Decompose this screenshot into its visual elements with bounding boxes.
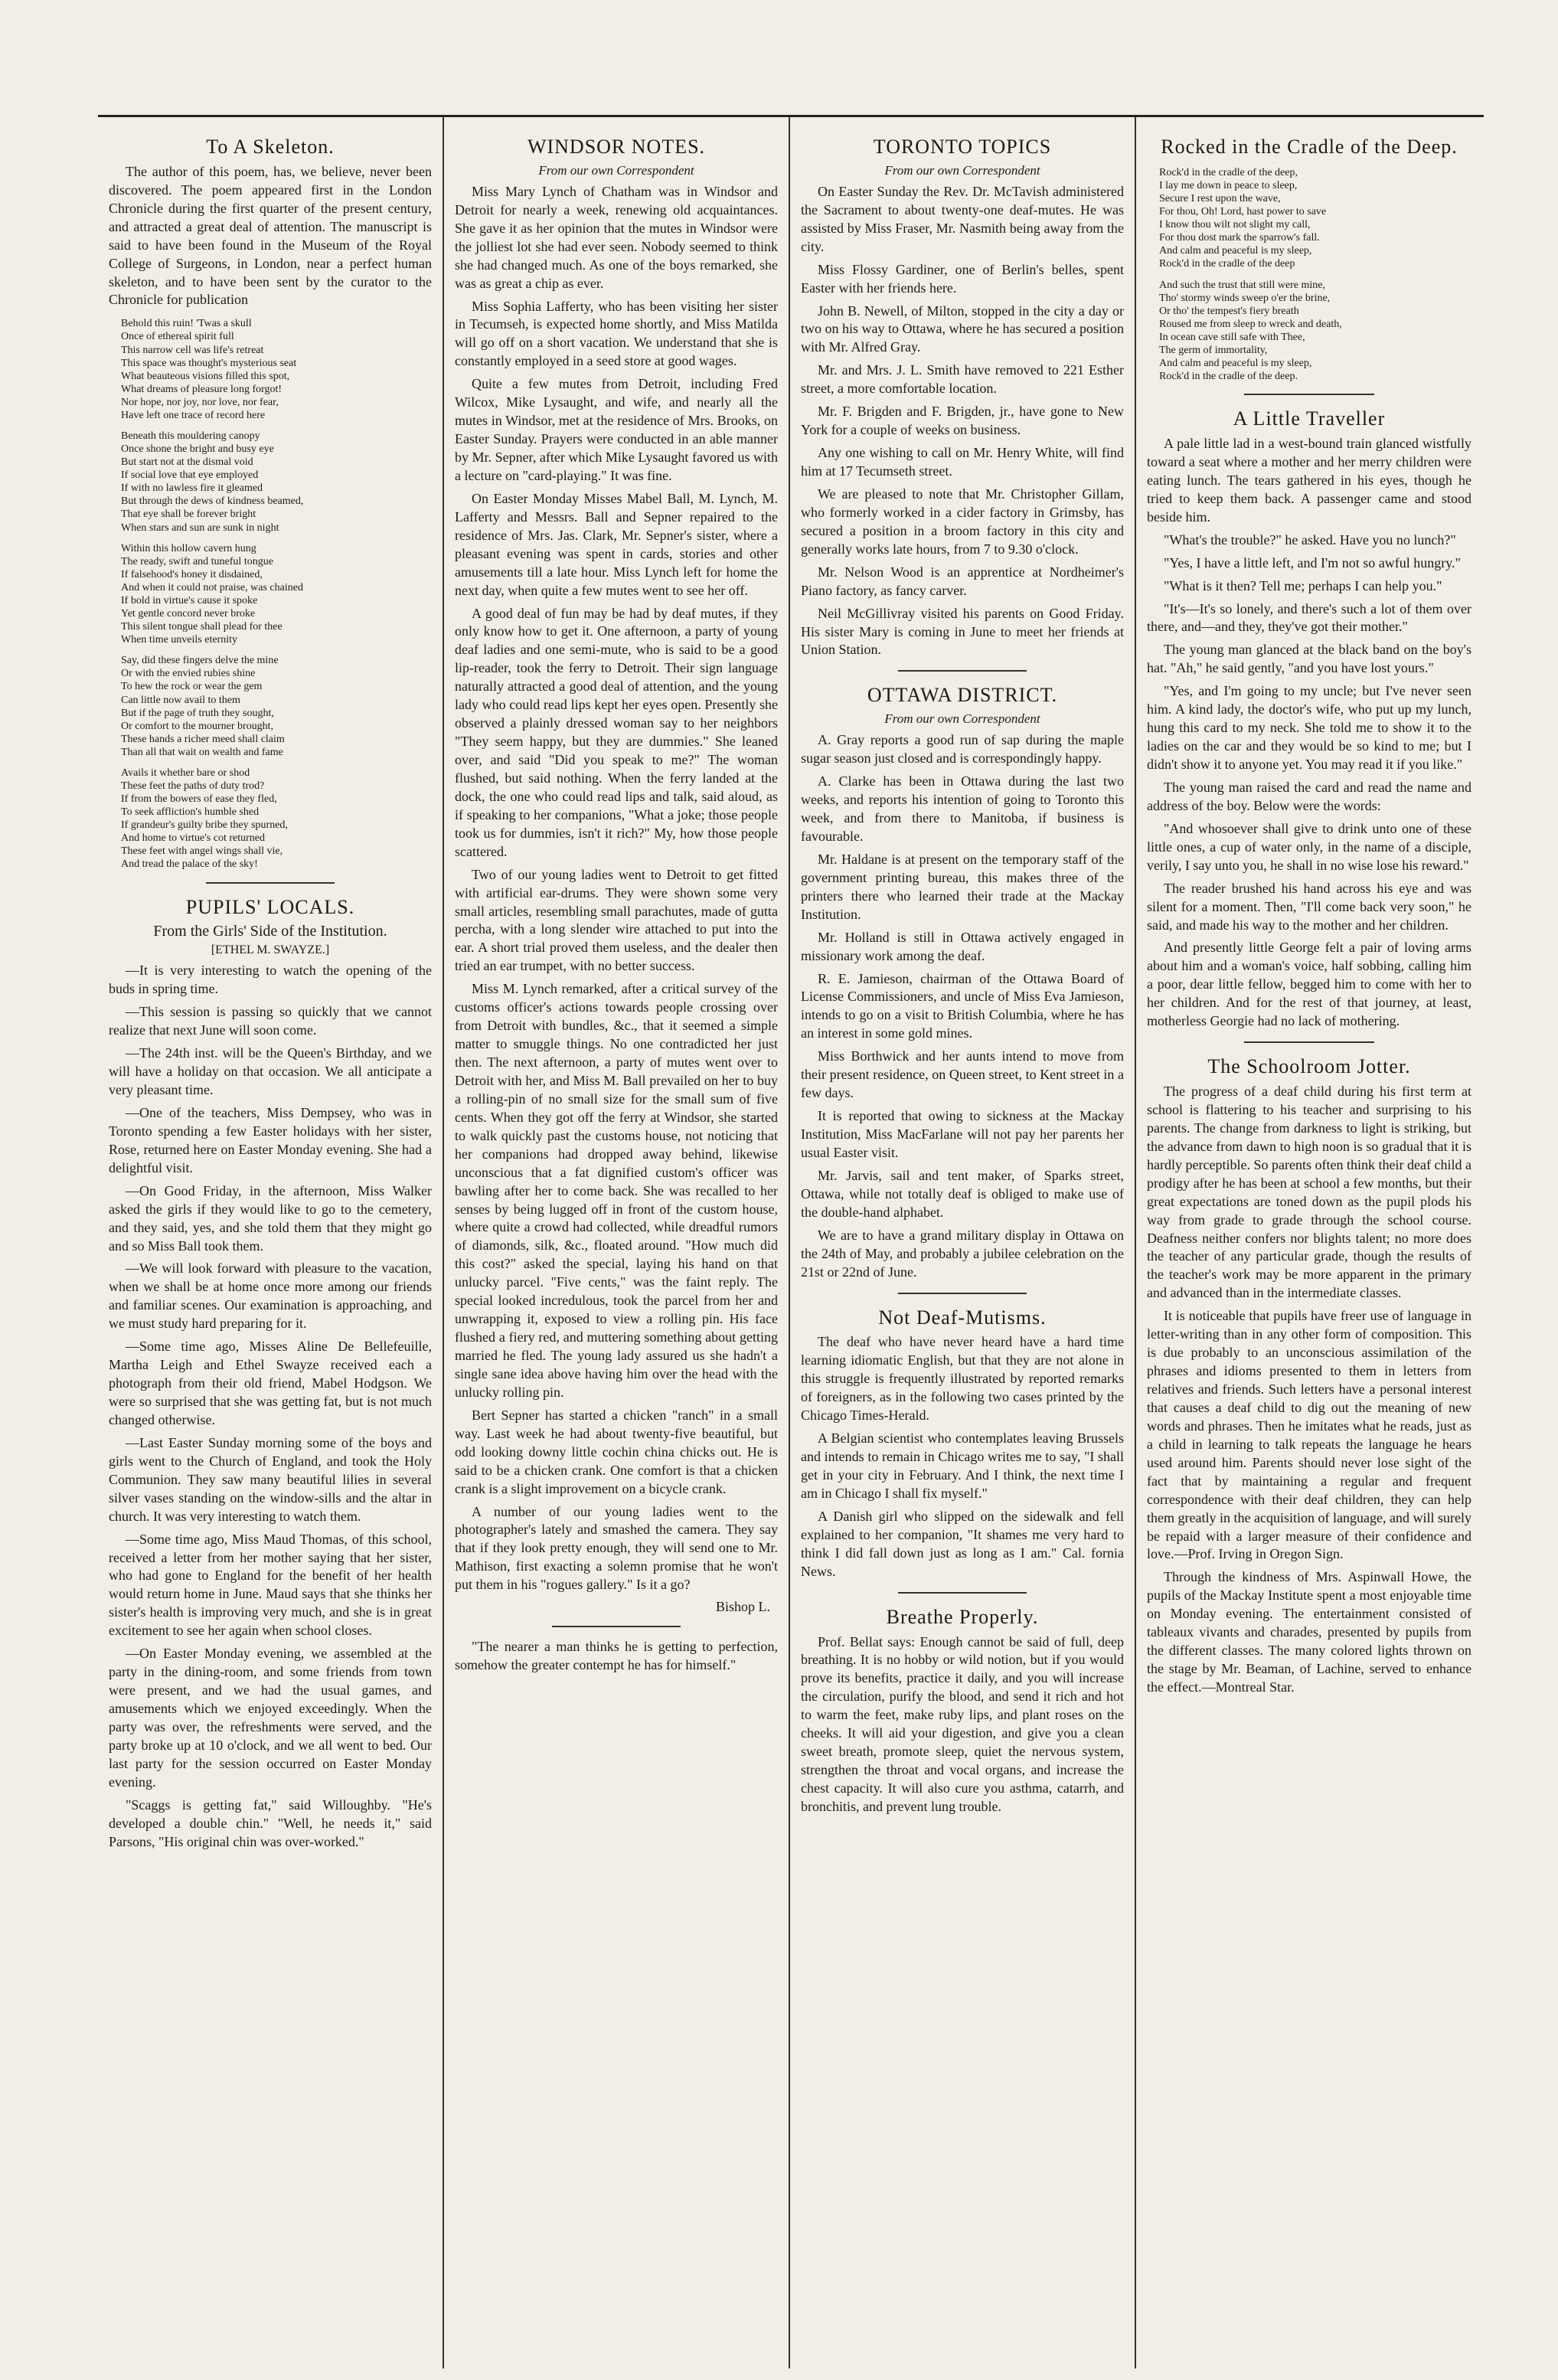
paragraph: R. E. Jamieson, chairman of the Ottawa Board of License Commissioners, and uncle of Miss Eva Jamieson, intends to go on a visit to British Columbia, where he has an interest in some gold mines. — [801, 970, 1124, 1041]
divider — [206, 882, 335, 884]
paragraph: "Scaggs is getting fat," said Willoughby. "He's developed a double chin." "Well, he needs it," said Parsons, "His original chin was over-worked." — [109, 1796, 432, 1849]
poem-line: Yet gentle concord never broke — [121, 608, 256, 620]
poem-line: Secure I rest upon the wave, — [1159, 193, 1281, 205]
poem-line: To hew the rock or wear the gem — [121, 681, 263, 693]
divider — [898, 1592, 1027, 1594]
paragraph: And presently little George felt a pair of loving arms about him and a woman's voice, half sobbing, calling him a poor, dear little fellow, begged him to come with her to her children. And for the rest of that journey, at least, motherless Georgie had no lack of mothering. — [1147, 940, 1471, 1029]
paragraph: It is reported that owing to sickness at the Mackay Institution, Miss MacFarlane will not pay her parents her usual Easter visit. — [801, 1108, 1124, 1160]
breathe-body — [801, 1633, 1124, 1816]
poem-line: What dreams of pleasure long forgot! — [121, 383, 283, 395]
toronto-body — [801, 183, 1124, 660]
paragraph: —Last Easter Sunday morning some of the boys and girls went to the Church of England, and took the Holy Communion. They saw many beautiful lilies in several silver vases standing on the window-sills and the altar in church. It was very interesting to watch them. — [109, 1434, 432, 1524]
windsor-body — [455, 183, 778, 1594]
stanza — [116, 430, 432, 535]
paragraph: "And whosoever shall give to drink unto one of these little ones, a cup of water only, in the name of a disciple, verily, I say unto you, he shall in no wise lose his reward." — [1147, 820, 1471, 873]
paragraph: Mr. and Mrs. J. L. Smith have removed to 221 Esther street, a more comfortable location. — [801, 362, 1124, 397]
divider — [898, 670, 1027, 672]
rocked-title: Rocked in the Cradle of the Deep. — [1161, 136, 1458, 158]
paragraph: On Easter Sunday the Rev. Dr. McTavish administered the Sacrament to about twenty-one deaf-mutes. He was assisted by Miss Fraser, Mr. Nasmith being away from the city. — [801, 183, 1124, 254]
divider — [898, 1293, 1027, 1294]
divider — [1244, 1041, 1374, 1043]
paragraph: Miss M. Lynch remarked, after a critical survey of the customs officer's actions towards people crossing over from Detroit with bundles, &c., that it seemed a simple matter to smuggle things. No one contradicted her just then. The next afternoon, a party of mutes went over to Detroit with her, and Miss M. Ball prevailed on her to buy a rolling-pin of no small size for the small sum of five cents. When they got off the ferry at Windsor, she started to walk quickly past the customs house, not noticing that her companions had dropped away behind, likewise unconscious that a fat dignified custom's officer was bawling after her to come back. She was recalled to her senses by being lugged off in front of the custom house, where quite a crowd had collected, while dreadful rumors of diamonds, silk, &c., floated around. "How much did this cost?" asked the special, laying his hand on that unlucky parcel. "Five cents," was the faint reply. The special looked incredulous, took the parcel from her and unwrapping it, exposed to view a rolling pin. His face flushed a fiery red, and muttering something about getting married he fled. The young lady assured us she hadn't a single sane idea above having him over the head with the unlucky rolling pin. — [455, 981, 778, 1400]
paragraph: Mr. Holland is still in Ottawa actively engaged in missionary work among the deaf. — [801, 929, 1124, 963]
poem-line: Once of ethereal spirit full — [121, 331, 234, 343]
poem-line: Or comfort to the mourner brought, — [121, 720, 274, 732]
pupils-subtitle: From the Girls' Side of the Institution. — [153, 923, 387, 940]
poem-line: These hands a richer meed shall claim — [121, 733, 285, 745]
paragraph: It is noticeable that pupils have freer use of language in letter-writing than in any other form of composition. This is due probably to an unconscious assimilation of the phrases and idioms presented to them in letters from relatives and friends. Such letters have a personal interest that causes a deaf child to dig out the meaning of new words and phrases. Then he imitates what he reads, just as a child in learning to talk repeats the language he hears used around him. Parents should never lose sight of the fact that by maintaining a regular and frequent correspondence with their deaf children, they can help them greatly in the acquisition of language, and will surely be repaid with a larger measure of their confidence and love.—Prof. Irving in Oregon Sign. — [1147, 1308, 1471, 1562]
paragraph: Mr. Jarvis, sail and tent maker, of Sparks street, Ottawa, while not totally deaf is obliged to make use of the double-hand alphabet. — [801, 1167, 1124, 1220]
paragraph: —Some time ago, Miss Maud Thomas, of this school, received a letter from her mother saying that her sister, who had gone to England for the benefit of her health would return home in June. Maud says that she thinks her sister's health is improving very much, and she is in great excitement to see her again when school closes. — [109, 1531, 432, 1639]
paragraph: The young man raised the card and read the name and address of the boy. Below were the words: — [1147, 779, 1471, 813]
poem-line: But start not at the dismal void — [121, 456, 253, 469]
paragraph: A. Gray reports a good run of sap during the maple sugar season just closed and is correspondingly happy. — [801, 732, 1124, 767]
poem-line: And calm and peaceful is my sleep, — [1159, 357, 1312, 369]
poem-line: The ready, swift and tuneful tongue — [121, 555, 273, 567]
poem-line: That eye shall be forever bright — [121, 508, 256, 521]
paragraph: Any one wishing to call on Mr. Henry White, will find him at 17 Tecumseth street. — [801, 445, 1124, 479]
poem-line: And tread the palace of the sky! — [121, 858, 258, 871]
paragraph: "What is it then? Tell me; perhaps I can help you." — [1164, 577, 1442, 593]
paragraph: The deaf who have never heard have a hard time learning idiomatic English, but that they are not alone in this struggle is frequently illustrated by reported remarks of foreigners, as in the following two cases printed by the Chicago Times-Herald. — [801, 1334, 1124, 1424]
poem-line: In ocean cave still safe with Thee, — [1159, 331, 1305, 343]
travel-body — [1147, 435, 1471, 1031]
poem-line: And when it could not praise, was chained — [121, 581, 303, 593]
paragraph: A Belgian scientist who contemplates leaving Brussels and intends to remain in Chicago writes me to say, "I shall get in your city in February. And I think, the next time I am in Chicago I shall fix myself." — [801, 1430, 1124, 1501]
paragraph: Two of our young ladies went to Detroit to get fitted with artificial ear-drums. They were shown some very small articles, resembling small parachutes, made of gutta percha, with a long slender wire attached to put into the ear. A short trial proved them useless, and the dealer then tried an ear trumpet, with no better success. — [455, 866, 778, 974]
poem-line: I know thou wilt not slight my call, — [1159, 219, 1311, 231]
poem-line: The germ of immortality, — [1159, 344, 1268, 356]
paragraph: Miss Mary Lynch of Chatham was in Windsor and Detroit for nearly a week, renewing old acquaintances. She gave it as her opinion that the mutes in Windsor were the jolliest lot she had ever seen. Nobody seemed to think she had changed much. As one of the boys remarked, she was as great a chip as ever. — [455, 183, 778, 291]
stanza — [1155, 279, 1471, 384]
windsor-signature: Bishop L. — [715, 1599, 770, 1615]
paragraph: Miss Borthwick and her aunts intend to move from their present residence, on Queen street, to Kent street in a few days. — [801, 1048, 1124, 1101]
poem-line: This narrow cell was life's retreat — [121, 344, 264, 356]
paragraph: —This session is passing so quickly that we cannot realize that next June will soon come. — [109, 1004, 432, 1038]
poem-line: These feet the paths of duty trod? — [121, 780, 265, 792]
poem-line: If social love that eye employed — [121, 469, 259, 482]
toronto-byline: From our own Correspondent — [884, 162, 1040, 178]
poem-line: For thou dost mark the sparrow's fall. — [1159, 232, 1320, 244]
poem-line: Have left one trace of record here — [121, 409, 266, 421]
paragraph: "What's the trouble?" he asked. Have you no lunch?" — [1164, 531, 1456, 548]
poem-line: Beneath this mouldering canopy — [121, 430, 260, 443]
paragraph: "It's—It's so lonely, and there's such a lot of them over there, and—and they, they've got their mother." — [1147, 600, 1471, 635]
divider — [1244, 394, 1374, 395]
paragraph: The young man glanced at the black band on the boy's hat. "Ah," he said gently, "and you have lost yours." — [1147, 642, 1471, 676]
paragraph: —It is very interesting to watch the opening of the buds in spring time. — [109, 963, 432, 997]
poem-line: Rock'd in the cradle of the deep, — [1159, 166, 1298, 178]
paragraph: Bert Sepner has started a chicken "ranch" in a small way. Last week he had about twenty-five beautiful, but odd looking downy little cochin china chicks out. He is said to be a chicken crank. One comfort is that a chicken crank is a slight improvement on a bicycle crank. — [455, 1407, 778, 1496]
paragraph: Neil McGillivray visited his parents on Good Friday. His sister Mary is coming in June to meet her friends at Union Station. — [801, 605, 1124, 658]
divider — [552, 1626, 681, 1627]
poem-line: Within this hollow cavern hung — [121, 542, 256, 554]
paragraph: Through the kindness of Mrs. Aspinwall Howe, the pupils of the Mackay Institute spent a most enjoyable time on Monday evening. The entertainment consisted of tableaux vivants and charades, presented by pupils from the different classes. The many colored lights thrown on the stage by Mr. Beaman, of Lachine, served to enhance the effect.—Montreal Star. — [1147, 1569, 1471, 1695]
poem-line: This space was thought's mysterious seat — [121, 357, 297, 369]
paragraph: A good deal of fun may be had by deaf mutes, if they only know how to get it. One afternoon, a party of young deaf ladies and one semi-mute, who is said to be a good lip-reader, took the ferry to Detroit. Their sign language naturally attracted a good deal of attention, and the young lady who could read lips kept her eyes open. Presently she observed a plainly dressed woman say to her neighbors "They seem happy, but they are dummies." She leaned over, and said "Did you speak to me?" The woman flushed, but said nothing. When the ferry landed at the dock, the one who could read lips and talk, said aloud, as if speaking to her companions, "What a joke; those people took us for dummies, isn't it rich?" My, how those people scattered. — [455, 605, 778, 859]
newspaper-page — [98, 115, 1484, 2369]
paragraph: We are pleased to note that Mr. Christopher Gillam, who formerly worked in a cider factory in Grimsby, has secured a position in a broom factory in this city and generally works late hours, from 7 to 9.30 o'clock. — [801, 485, 1124, 557]
poem-line: And home to virtue's cot returned — [121, 832, 265, 845]
poem-line: What beauteous visions filled this spot, — [121, 370, 290, 382]
poem-line: I lay me down in peace to sleep, — [1159, 179, 1298, 191]
poem-line: For thou, Oh! Lord, hast power to save — [1159, 206, 1327, 218]
stanza — [116, 654, 432, 759]
windsor-title: WINDSOR NOTES. — [527, 136, 706, 158]
pupils-author: [ETHEL M. SWAYZE.] — [211, 943, 330, 957]
ottawa-byline: From our own Correspondent — [884, 711, 1040, 727]
poem-line: Say, did these fingers delve the mine — [121, 655, 279, 667]
paragraph: A Danish girl who slipped on the sidewalk and fell explained to her companion, "It shames me very hard to think I did fall down just as long as I am." Cal. fornia News. — [801, 1508, 1124, 1579]
paragraph: —On Good Friday, in the afternoon, Miss Walker asked the girls if they would like to go to the cemetery, and they said, yes, and she told them that they might go and so Miss Ball took them. — [109, 1182, 432, 1254]
closing-quote: "The nearer a man thinks he is getting to perfection, somehow the greater contempt he has for himself." — [455, 1639, 778, 1673]
poem-line: If from the bowers of ease they fled, — [121, 793, 277, 806]
column-1 — [98, 117, 444, 2369]
paragraph: Prof. Bellat says: Enough cannot be said of full, deep breathing. It is no hobby or wild notion, but if you would prove its benefits, practice it daily, and you will increase the circulation, purify the blood, and send it rich and hot to warm the feet, make ruby lips, and plant roses on the cheeks. It will aid your digestion, and give you a clean sweet breath, promote sleep, quiet the nervous system, strengthen the throat and vocal organs, and increase the chest capacity. It will also cure you asthma, catarrh, and bronchitis, and prevent lung trouble. — [801, 1633, 1124, 1814]
jotter-body — [1147, 1083, 1471, 1697]
poem-line: Or tho' the tempest's fiery breath — [1159, 305, 1299, 317]
paragraph: John B. Newell, of Milton, stopped in the city a day or two on his way to Ottawa, where he has secured a position with Mr. Alfred Gray. — [801, 302, 1124, 355]
skeleton-intro: The author of this poem, has, we believe, never been discovered. The poem appeared first in the London Chronicle during the first quarter of the present century, and attracted a great deal of attention. The manuscript is said to have been found in the Museum of the Royal College of Surgeons, in London, near a perfect human skeleton, and to have been sent by the curator to the Chronicle for publication — [109, 163, 432, 308]
paragraph: A number of our young ladies went to the photographer's lately and smashed the camera. They say that if they look pretty enough, they will send one to Mr. Mathison, first exacting a solemn promise that he won't put them in his "rogues gallery." Is it a go? — [455, 1503, 778, 1593]
paragraph: A. Clarke has been in Ottawa during the last two weeks, and reports his intention of going to Toronto this week, and from there to Manitoba, if business is favourable. — [801, 773, 1124, 844]
skeleton-title: To A Skeleton. — [206, 136, 335, 158]
poem-line: Once shone the bright and busy eye — [121, 443, 274, 456]
poem-line: But if the page of truth they sought, — [121, 707, 274, 719]
poem-line: Nor hope, nor joy, nor love, nor fear, — [121, 396, 279, 408]
poem-line: Than all that wait on wealth and fame — [121, 746, 283, 758]
paragraph: The progress of a deaf child during his first term at school is flattering to his teacher and surprising to his parents. The change from darkness to light is striking, but the advance from dawn to high noon is so gradual that it is hardly perceptible. So parents often think their deaf child a prodigy after he has been at school a few months, but their great expectations are toned down as the pupil plods his way from grade to grade through the school course. Deafness neither confers nor blights talent; no more does the teacher of any particular grade, though the results of the teacher's work may be more apparent in the primary and advanced than in the intermediate classes. — [1147, 1084, 1471, 1301]
notdeaf-title: Not Deaf-Mutisms. — [878, 1306, 1047, 1329]
paragraph: Mr. Nelson Wood is an apprentice at Nordheimer's Piano factory, as fancy carver. — [801, 564, 1124, 598]
ottawa-title: OTTAWA DISTRICT. — [867, 684, 1058, 707]
poem-line: And such the trust that still were mine, — [1159, 279, 1325, 291]
poem-line: If bold in virtue's cause it spoke — [121, 594, 258, 606]
poem-line: These feet with angel wings shall vie, — [121, 845, 283, 858]
pupils-title: PUPILS' LOCALS. — [185, 895, 355, 918]
paragraph: Miss Sophia Lafferty, who has been visiting her sister in Tecumseh, is expected home shortly, and Miss Matilda will go off on a short vacation. We understand that she is constantly employed in a seed store at good wages. — [455, 298, 778, 369]
poem-line: Rock'd in the cradle of the deep — [1159, 258, 1295, 270]
paragraph: Mr. F. Brigden and F. Brigden, jr., have gone to New York for a couple of weeks on business. — [801, 404, 1124, 438]
column-3 — [790, 117, 1136, 2369]
poem-line: If falsehood's honey it disdained, — [121, 568, 263, 580]
poem-line: Tho' stormy winds sweep o'er the brine, — [1159, 292, 1331, 304]
poem-line: If with no lawless fire it gleamed — [121, 482, 263, 495]
paragraph: Quite a few mutes from Detroit, including Fred Wilcox, Mike Lysaught, and wife, and nearly all the mutes in Windsor, met at the residence of Mrs. Brooks, on Easter Sunday. Prayers were conducted in an able manner by Mr. Sepner, after which Mike Lysaught favored us with a lecture on "card-playing." It was fine. — [455, 376, 778, 483]
ottawa-body — [801, 731, 1124, 1281]
poem-line: Or with the envied rubies shine — [121, 668, 256, 680]
stanza — [116, 767, 432, 871]
poem-line: Behold this ruin! 'Twas a skull — [121, 318, 252, 330]
paragraph: A pale little lad in a west-bound train glanced wistfully toward a seat where a mother and her merry children were eating lunch. The tears gathered in his eyes, though he tried to keep them back. A passenger came and stood beside him. — [1147, 436, 1471, 525]
stanza — [116, 317, 432, 422]
breathe-title: Breathe Properly. — [886, 1605, 1039, 1628]
paragraph: The reader brushed his hand across his eye and was silent for a moment. Then, "I'll come back very soon," he said, and made his way to the mother and her children. — [1147, 880, 1471, 933]
paragraph: —The 24th inst. will be the Queen's Birthday, and we will have a holiday on that occasion. We all anticipate a very pleasant time. — [109, 1045, 432, 1098]
rocked-poem — [1155, 166, 1471, 383]
poem-line: If grandeur's guilty bribe they spurned, — [121, 819, 288, 832]
paragraph: On Easter Monday Misses Mabel Ball, M. Lynch, M. Lafferty and Messrs. Ball and Sepner repaired to the residence of Mrs. Jas. Clark, Mr. Sepner's sister, where a pleasant evening was spent in cards, stories and other amusements till a late hour. Miss Lynch left for home the next day, when quite a few mutes went to see her off. — [455, 490, 778, 598]
paragraph: Mr. Haldane is at present on the temporary staff of the government printing bureau, this makes three of the printers there who learned their trade at the Mackay Institution. — [801, 851, 1124, 922]
poem-line: Rock'd in the cradle of the deep. — [1159, 371, 1298, 383]
windsor-byline: From our own Correspondent — [538, 162, 694, 178]
paragraph: —Some time ago, Misses Aline De Bellefeuille, Martha Leigh and Ethel Swayze received each a photograph from their old friend, Mabel Hodgson. We were so surprised that she was getting fat, but is not much changed otherwise. — [109, 1339, 432, 1427]
paragraph: "Yes, I have a little left, and I'm not so awful hungry." — [1164, 554, 1461, 570]
jotter-title: The Schoolroom Jotter. — [1207, 1055, 1411, 1078]
pupils-body — [109, 962, 432, 1851]
notdeaf-body — [801, 1333, 1124, 1581]
paragraph: "Yes, and I'm going to my uncle; but I've never seen him. A kind lady, the doctor's wife, who put up my lunch, hung this card to my neck. She told me to show it to the ladies on the car and they would be so kind to me; but I didn't show it to anyone yet. You may read it if you like." — [1147, 683, 1471, 773]
stanza — [1155, 166, 1471, 271]
poem-line: Can little now avail to them — [121, 694, 240, 706]
column-4 — [1136, 117, 1482, 2369]
paragraph: —We will look forward with pleasure to the vacation, when we shall be at home once more among our friends and familiar scenes. Our examination is approaching, and we must study hard preparing for it. — [109, 1260, 432, 1332]
travel-title: A Little Traveller — [1233, 407, 1386, 430]
paragraph: Miss Flossy Gardiner, one of Berlin's belles, spent Easter with her friends here. — [801, 261, 1124, 296]
poem-line: And calm and peaceful is my sleep, — [1159, 245, 1312, 257]
poem-line: To seek affliction's humble shed — [121, 806, 260, 819]
column-2 — [444, 117, 790, 2369]
poem-line: Avails it whether bare or shod — [121, 767, 250, 779]
toronto-title: TORONTO TOPICS — [873, 136, 1052, 158]
columns — [98, 117, 1484, 2369]
poem-line: Roused me from sleep to wreck and death, — [1159, 318, 1342, 330]
paragraph: —One of the teachers, Miss Dempsey, who was in Toronto spending a few Easter holidays with her sister, Rose, returned here on Easter Monday evening. She had a delightful visit. — [109, 1104, 432, 1175]
poem-line: When stars and sun are sunk in night — [121, 521, 279, 534]
stanza — [116, 542, 432, 647]
poem-line: When time unveils eternity — [121, 634, 238, 646]
paragraph: —On Easter Monday evening, we assembled at the party in the dining-room, and some friends from town were present, and we had the usual games, and amusements which we enjoyed exceedingly. When the party was over, the refreshments were served, and the party broke up at 10 o'clock, and we all went to bed. Our last party for the session occurred on Easter Monday evening. — [109, 1646, 432, 1790]
paragraph: We are to have a grand military display in Ottawa on the 24th of May, and probably a jubilee celebration on the 21st or 22nd of June. — [801, 1227, 1124, 1280]
skeleton-poem — [116, 317, 432, 871]
poem-line: But through the dews of kindness beamed, — [121, 495, 304, 508]
poem-line: This silent tongue shall plead for thee — [121, 621, 283, 633]
